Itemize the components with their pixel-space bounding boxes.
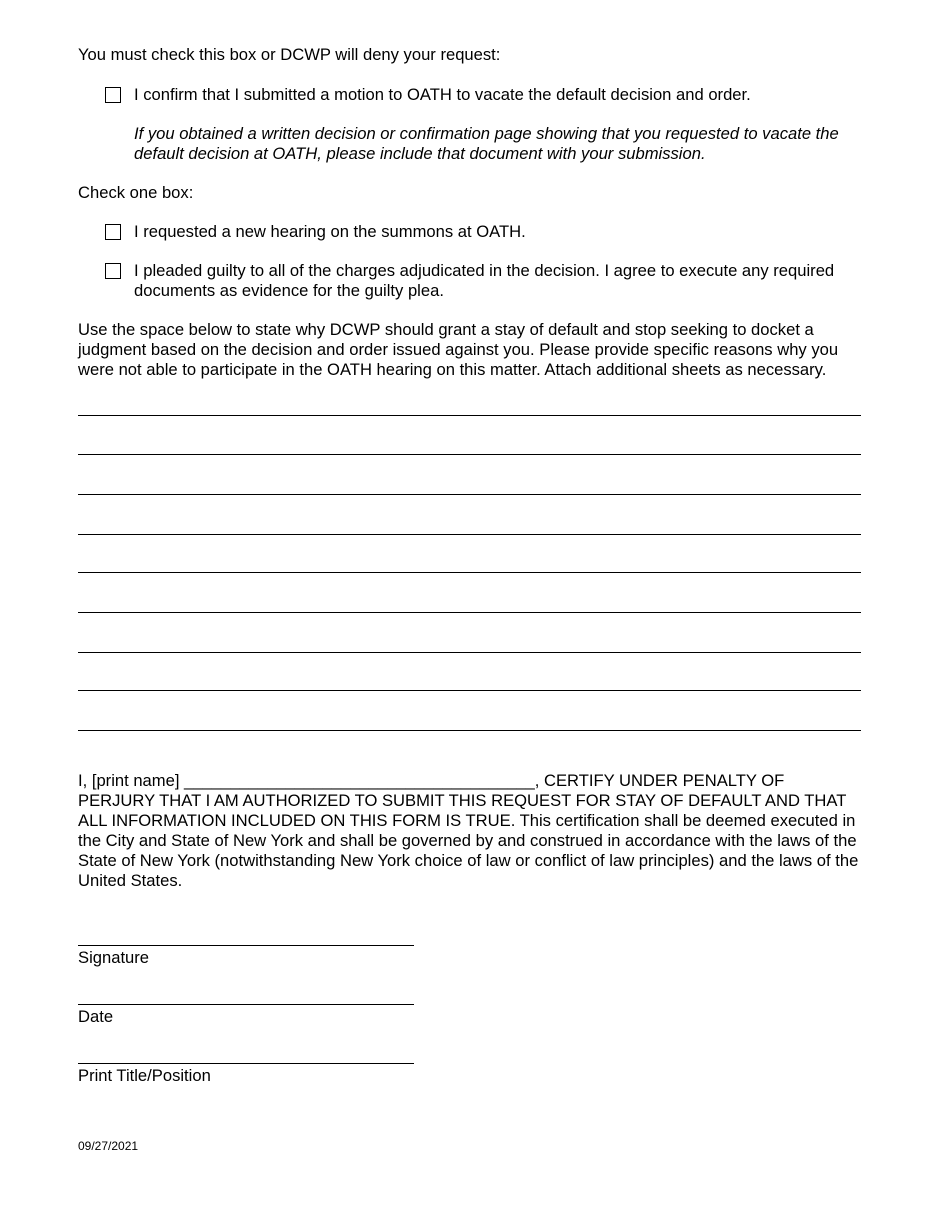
title-position-line[interactable] <box>78 1063 414 1064</box>
pleaded-guilty-checkbox[interactable] <box>105 263 121 279</box>
explanation-line-8[interactable] <box>78 690 861 691</box>
must-check-instruction: You must check this box or DCWP will deny your request: <box>78 45 501 64</box>
explanation-line-3[interactable] <box>78 494 861 495</box>
new-hearing-checkbox[interactable] <box>105 224 121 240</box>
confirm-note: If you obtained a written decision or confirmation page showing that you requested to vacate the default decision at OATH, please include that document with your submission. <box>134 124 839 163</box>
revision-date: 09/27/2021 <box>78 1139 139 1153</box>
title-position-label: Print Title/Position <box>78 1066 211 1085</box>
explanation-prompt: Use the space below to state why DCWP should grant a stay of default and stop seeking to docket a judgment based on the decision and order issued against you. Please provide specific reasons why you were not able to participate in the OATH hearing on this matter. Attach additional sheets as necessary. <box>78 320 839 379</box>
explanation-line-1[interactable] <box>78 415 861 416</box>
explanation-line-2[interactable] <box>78 454 861 455</box>
explanation-line-7[interactable] <box>78 652 861 653</box>
confirm-label: I confirm that I submitted a motion to OATH to vacate the default decision and order. <box>134 85 751 104</box>
signature-label: Signature <box>78 948 150 967</box>
check-one-instruction: Check one box: <box>78 183 194 202</box>
date-line[interactable] <box>78 1004 414 1005</box>
confirm-checkbox[interactable] <box>105 87 121 103</box>
explanation-line-6[interactable] <box>78 612 861 613</box>
explanation-line-4[interactable] <box>78 534 861 535</box>
new-hearing-label: I requested a new hearing on the summons at OATH. <box>134 222 526 241</box>
certification-statement: I, [print name] ______________________________________, CERTIFY UNDER PENALTY OF PERJURY THAT I AM AUTHORIZED TO SUBMIT THIS REQUEST FOR STAY OF DEFAULT AND THAT ALL INFORMATION INCLUDED ON THIS FORM IS TRUE. This certification shall be deemed executed in the City and State of New York and shall be governed by and construed in accordance with the laws of the State of New York (notwithstanding New York choice of law or conflict of law principles) and the laws of the United States. <box>78 771 859 890</box>
explanation-line-9[interactable] <box>78 730 861 731</box>
signature-line[interactable] <box>78 945 414 946</box>
pleaded-guilty-label: I pleaded guilty to all of the charges adjudicated in the decision. I agree to execute any required documents as evidence for the guilty plea. <box>134 261 835 300</box>
explanation-line-5[interactable] <box>78 572 861 573</box>
date-label: Date <box>78 1007 114 1026</box>
